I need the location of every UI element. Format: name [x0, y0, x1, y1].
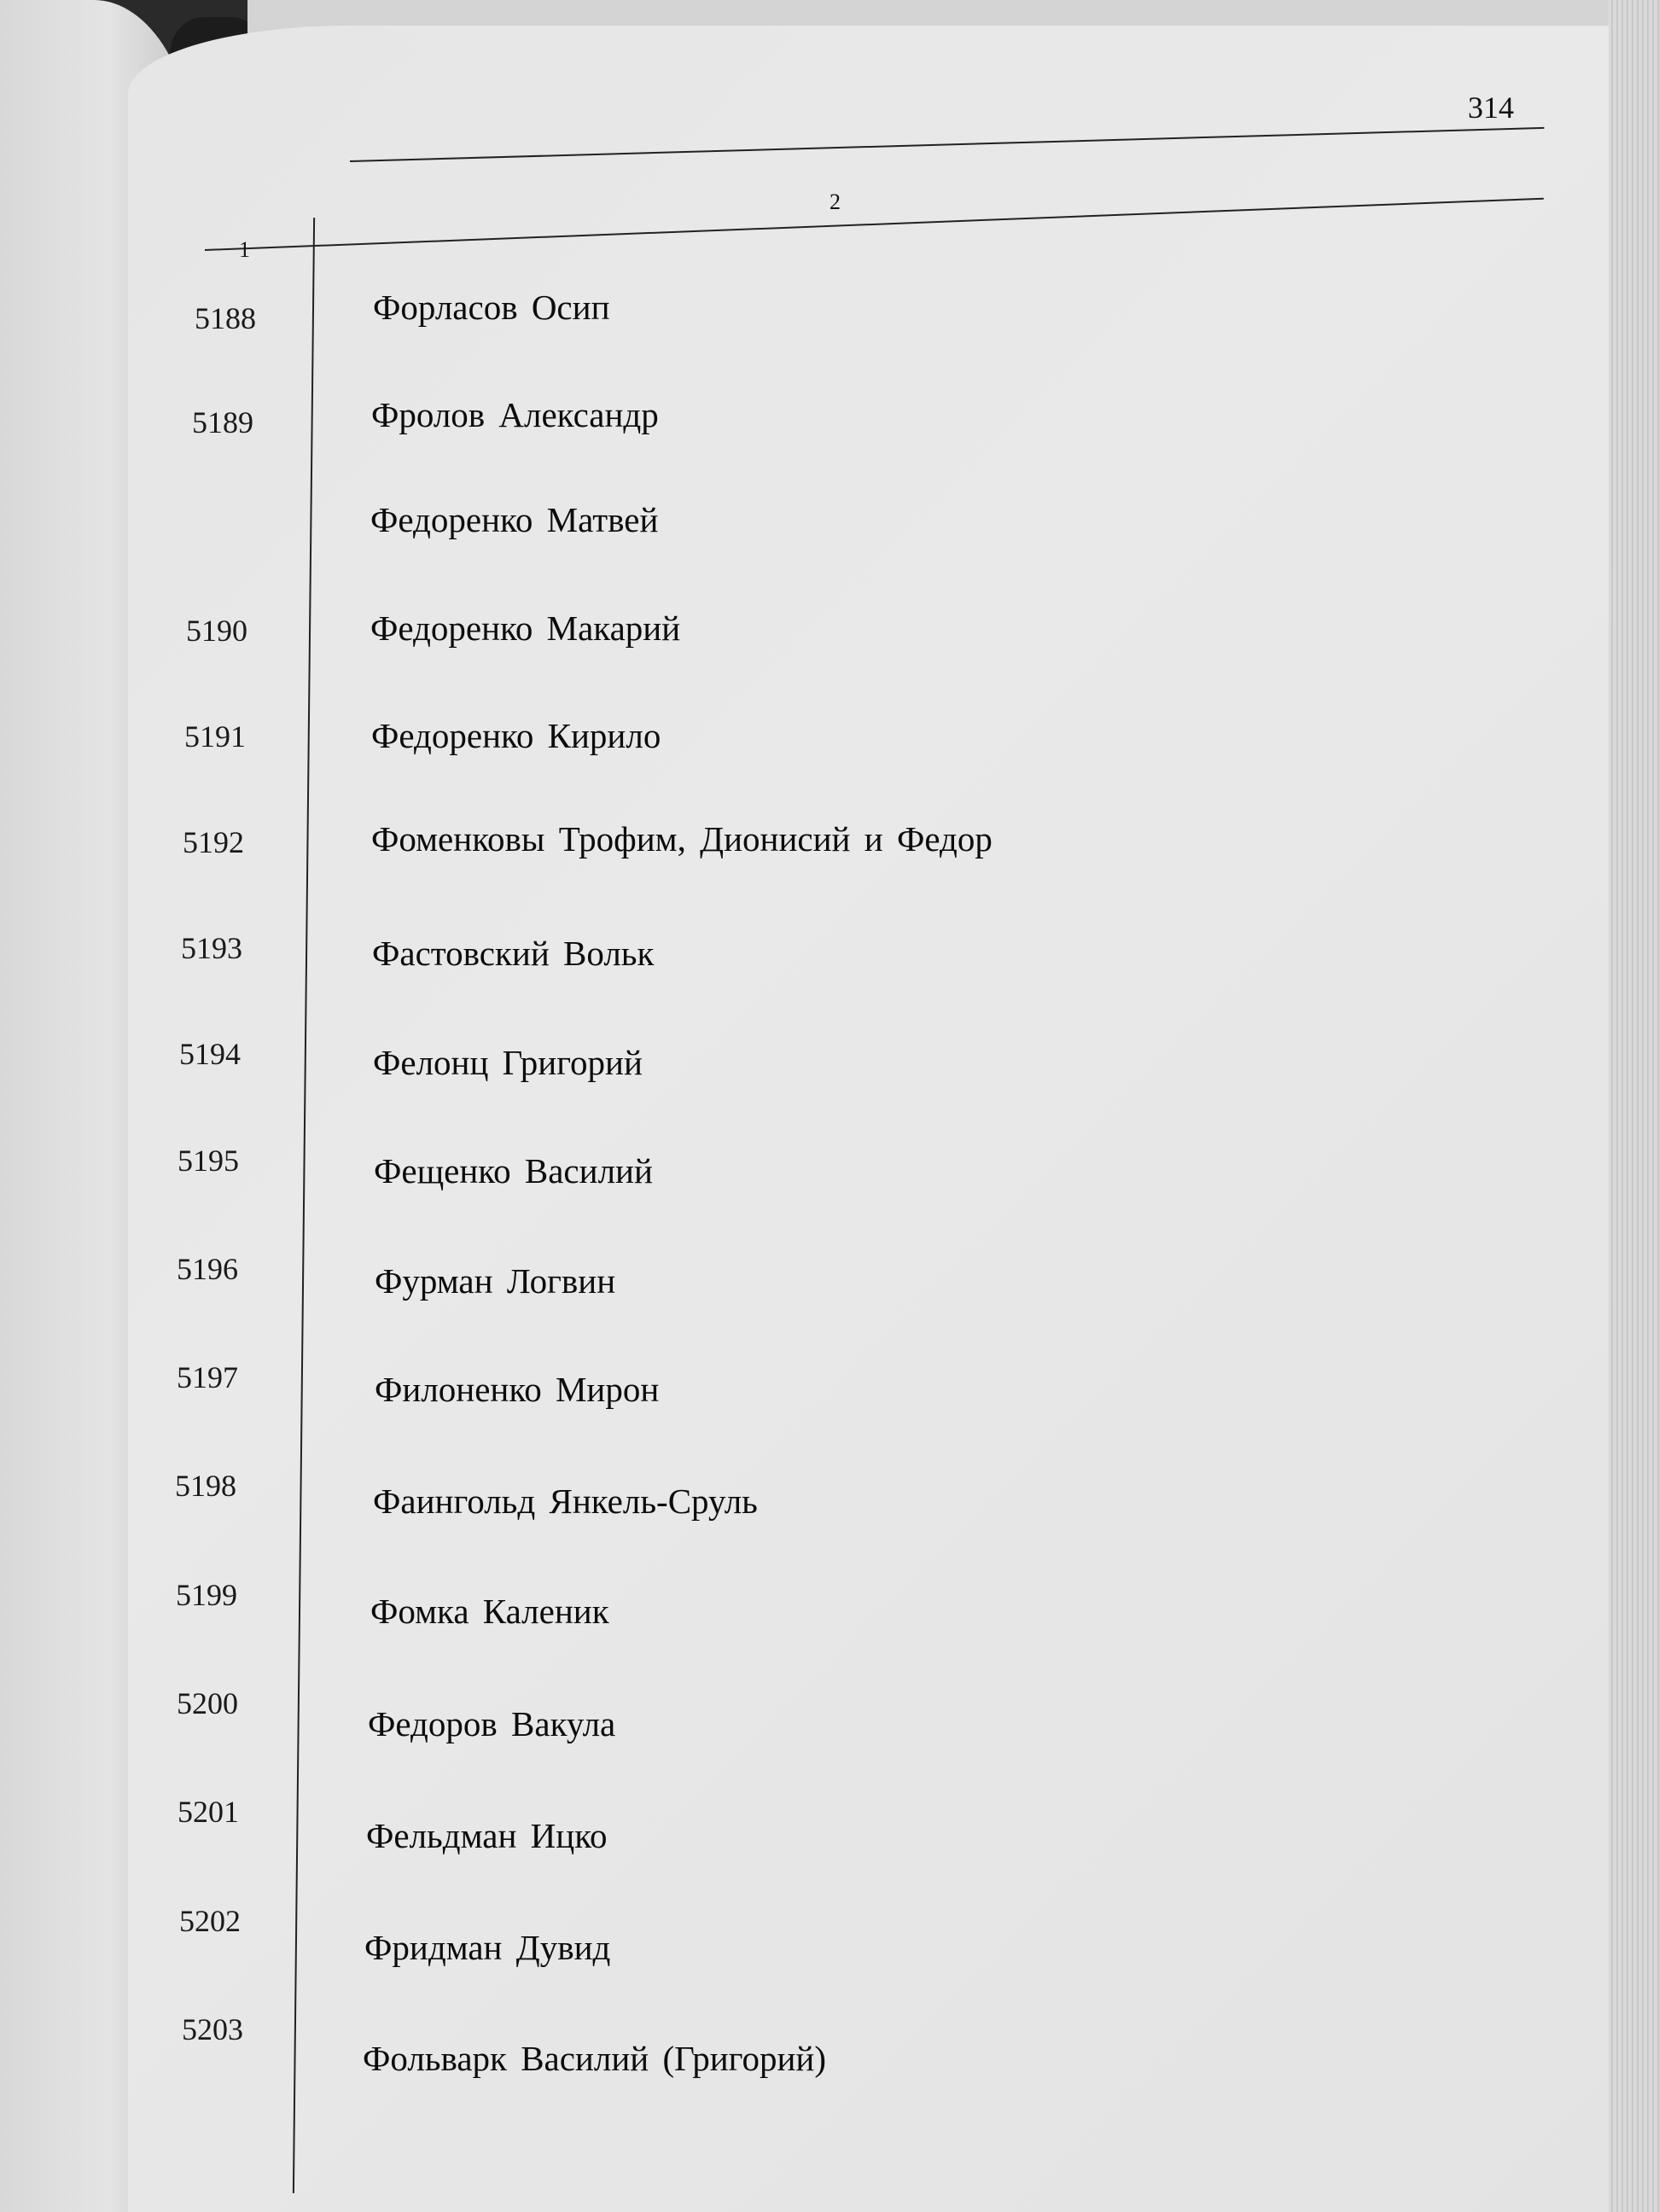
entry-number: 5195 [178, 1144, 239, 1178]
entry-name: Филоненко Мирон [375, 1370, 660, 1409]
entry-number: 5191 [184, 719, 246, 754]
column-divider [293, 218, 315, 2193]
entry-number: 5197 [177, 1360, 238, 1394]
book-page [128, 26, 1609, 2212]
header-bottom-rule [205, 198, 1544, 251]
entry-number: 5194 [179, 1037, 241, 1071]
page-number: 314 [1468, 90, 1514, 125]
entry-name: Федоров Вакула [368, 1704, 616, 1743]
entry-name: Федоренко Кирило [371, 716, 661, 755]
column-header-2: 2 [830, 189, 841, 214]
entry-name: Федоренко Макарий [370, 608, 681, 648]
entry-name: Фельдман Ицко [366, 1816, 608, 1855]
header-top-rule [350, 127, 1545, 162]
entry-number: 5200 [177, 1686, 238, 1720]
entry-name: Фролов Александр [371, 395, 659, 434]
entry-name: Форласов Осип [373, 288, 610, 327]
entry-name: Фастовский Вольк [372, 934, 655, 973]
entry-name: Фольварк Василий (Григорий) [363, 2039, 827, 2078]
column-header-1: 1 [239, 237, 250, 262]
entry-number: 5193 [181, 931, 242, 965]
entry-name: Фоменковы Трофим, Дионисий и Федор [371, 819, 992, 859]
entry-number: 5202 [179, 1904, 241, 1938]
entry-name: Фридман Дувид [364, 1928, 611, 1967]
entry-number: 5196 [177, 1252, 238, 1286]
entry-number: 5203 [182, 2012, 243, 2046]
entry-name: Фелонц Григорий [373, 1043, 643, 1082]
entry-number: 5192 [183, 825, 244, 859]
entry-number: 5199 [176, 1578, 237, 1612]
entry-number: 5188 [195, 301, 256, 335]
entry-number: 5190 [186, 614, 247, 648]
entry-name: Фомка Каленик [370, 1592, 609, 1631]
entry-name: Фурман Логвин [375, 1261, 616, 1301]
page-stack-edge [1608, 0, 1659, 2212]
entry-number: 5198 [175, 1469, 236, 1503]
entry-name: Фаингольд Янкель-Сруль [373, 1481, 758, 1521]
entry-number: 5189 [192, 405, 253, 439]
entry-name: Федоренко Матвей [370, 500, 659, 539]
entry-name: Фещенко Василий [374, 1151, 653, 1190]
entry-number: 5201 [178, 1795, 239, 1829]
